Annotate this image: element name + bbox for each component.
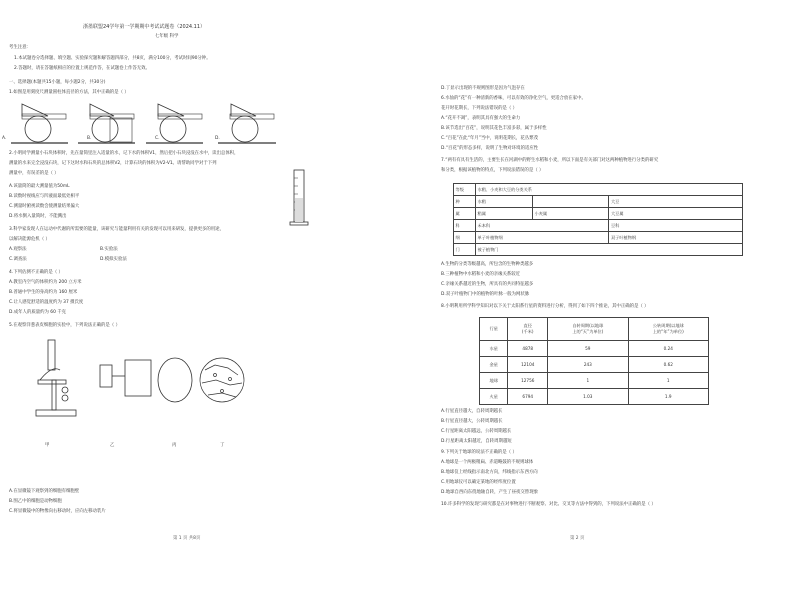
question-4: 4.下列估测不正确的是（ ） — [9, 270, 63, 275]
table-cell: 0.24 — [628, 341, 708, 357]
question-9: 9.下列关于地球的说法不正确的是（ ） — [441, 450, 517, 455]
exam-title: 浙墨联盟24学年第一学期期中考试试题卷（2024.11） — [83, 24, 206, 30]
question-6-line-2: 花开时花期长，下列说法错误的是（ ） — [441, 106, 518, 111]
table-cell: 地球 — [480, 373, 508, 389]
q6-option-c: C.“百花”在此“年月”当中，说明花期长，花丛繁茂 — [441, 136, 538, 141]
q5-option-a: A.在显微镜下观察到的细胞有细胞壁 — [9, 489, 80, 494]
question-6-line-1: 6.水仙的“花”有一种清新的香味，可以有效的净化空气，更适合放在家中。 — [441, 96, 586, 101]
question-2-line-3: 测量中，有误差的是（ ） — [9, 171, 59, 176]
measuring-cylinder-icon — [288, 168, 310, 228]
table-row — [454, 232, 743, 244]
table-cell: 6794 — [508, 389, 548, 405]
microscope-icon — [36, 340, 76, 416]
q3-option-d: D.模拟实验法 — [100, 257, 127, 262]
table-cell: 门 — [454, 244, 476, 256]
table-cell: 双子叶植物纲 — [609, 232, 743, 244]
table-cell: 12104 — [508, 357, 548, 373]
microscope-figures — [30, 335, 250, 440]
q2-option-a: A.该量筒的最大测量值为50mL — [9, 184, 70, 189]
table-cell: 豆科 — [609, 220, 743, 232]
table-row — [480, 389, 709, 405]
q2-option-b: B.读数时视线应与凹液面最低处相平 — [9, 194, 80, 199]
table-cell: 种 — [454, 196, 476, 208]
table-header: 公转周期(以地球 上的“年”为单位) — [628, 318, 708, 341]
slide-icon — [100, 360, 151, 396]
q7-option-a: A.生物的分类等级越高，所包含的生物种类越多 — [441, 262, 534, 267]
question-5: 5.在观察洋葱表皮细胞的实验中，下列说法正确的是（ ） — [9, 323, 120, 328]
question-3-line-2: 以解决能源危机（ ） — [9, 237, 50, 242]
planet-data-table — [479, 317, 709, 405]
q4-option-d: D.成年人的质量约为 60 千克 — [9, 310, 67, 315]
q4-option-c: C.让人感觉舒适的温度约为 37 摄氏度 — [9, 300, 84, 305]
cell-bubble-icon — [158, 358, 192, 402]
table-cell: 1.9 — [628, 389, 708, 405]
question-7-line-2: 和分类，根据该植物的特点，下列说法错误的是（ ） — [441, 168, 544, 173]
table-row — [454, 196, 743, 208]
q6-option-d: D.“百花”的形态多样，说明了生物对环境的适应性 — [441, 146, 539, 151]
table-header: 直径 (千米) — [508, 318, 548, 341]
option-a-label: A. — [2, 136, 7, 141]
table-row — [454, 220, 743, 232]
q8-option-d: D.行星距离太阳越近，自转周期越短 — [441, 439, 512, 444]
figure-label-ding: 丁 — [220, 443, 225, 448]
table-cell: 被子植物门 — [476, 244, 743, 256]
table-row — [480, 373, 709, 389]
table-cell: 金星 — [480, 357, 508, 373]
q3-option-c: C.调查法 — [9, 257, 27, 262]
table-cell: 1.03 — [548, 389, 628, 405]
figure-label-yi: 乙 — [110, 443, 115, 448]
q4-option-b: B.普通中学生的身高约为 160 厘米 — [9, 290, 78, 295]
table-header-row — [480, 318, 709, 341]
table-cell: 水星 — [480, 341, 508, 357]
table-cell: 大豆 — [609, 196, 743, 208]
table-cell: 禾本科 — [476, 220, 609, 232]
table-row — [480, 357, 709, 373]
table-cell: 大豆属 — [609, 208, 743, 220]
notice-2: 2.答题时，请在答题纸相应的位置上规范作答，在试题卷上作答无效。 — [14, 66, 150, 71]
page-footer: 第 2 页 — [570, 536, 585, 541]
table-cell: 属 — [454, 208, 476, 220]
table-header: 行星 — [480, 318, 508, 341]
q4-option-a: A.教室内空气的体积约为 200 立方米 — [9, 280, 82, 285]
table-cell: 水稻 — [476, 196, 533, 208]
table-cell: 水稻、小麦和大豆的分类关系 — [476, 184, 743, 196]
table-cell: 火星 — [480, 389, 508, 405]
q5-option-c: C.将显微镜中的物像向右移动时，应向左移动装片 — [9, 509, 106, 514]
q9-option-b: B.地球仪上经线指示南北方向，纬线指示东西方向 — [441, 470, 538, 475]
table-row — [454, 184, 743, 196]
q2-option-c: C.测量时俯视读数会使测量结果偏大 — [9, 204, 80, 209]
question-2-line-2: 测量的水来完全浸没石块，记下这时水和石块的总体积V2，计算石块的体积为V2-V1。请帮助同学对于下列 — [9, 161, 217, 166]
q3-option-a: A.观察法 — [9, 247, 27, 252]
question-10: 10.许多科学的发现与研究都是在对事物进行不断观察、对比、交叉等方法中得到的，下列说法中正确的是（ ） — [441, 502, 656, 507]
table-header: 自转周期(以地球 上的“天”为单位) — [548, 318, 628, 341]
q9-option-d: D.地球自西向东绕地轴自转，产生了昼夜交替现象 — [441, 490, 538, 495]
q9-option-a: A.地球是一个两极稍扁、赤道略鼓的不规则球体 — [441, 460, 534, 465]
option-b-label: B. — [87, 136, 92, 141]
table-cell: 59 — [548, 341, 628, 357]
table-row — [454, 244, 743, 256]
q8-option-a: A.行星直径越大，自转周期越长 — [441, 409, 503, 414]
option-a-figure — [11, 104, 68, 143]
question-1: 1.如图是用刻度尺测量圆柱体直径的方法，其中正确的是（ ） — [9, 90, 129, 95]
q7-option-b: B.三种植物中水稻和小麦的亲缘关系较近 — [441, 272, 521, 277]
table-cell: 1 — [628, 373, 708, 389]
question-8: 8.小明利用所学科学知识对以下关于太阳系行星的资料进行分析，得到了如下四个推论，其中正确的是（ ） — [441, 304, 649, 309]
figure-label-bing: 丙 — [172, 443, 177, 448]
figure-label-jia: 甲 — [45, 443, 50, 448]
table-cell: 4878 — [508, 341, 548, 357]
table-cell: 12756 — [508, 373, 548, 389]
exam-page-2 — [397, 0, 794, 596]
classification-table — [453, 183, 743, 256]
q8-option-b: B.行星直径越大，公转周期越长 — [441, 419, 503, 424]
table-row — [454, 208, 743, 220]
table-cell: 等级 — [454, 184, 476, 196]
q5-option-d: D.丁显示出现的不规则图形是因为气泡存在 — [441, 86, 525, 91]
q8-option-c: C.行星距离太阳越远，公转周期越长 — [441, 429, 512, 434]
table-cell: 稻属 — [476, 208, 533, 220]
table-cell: 小麦属 — [533, 208, 609, 220]
table-cell — [533, 196, 609, 208]
table-cell: 0.62 — [628, 357, 708, 373]
q7-option-c: C.亲缘关系越近的生物，所具有的共同特征越多 — [441, 282, 534, 287]
q3-option-b: B.实验法 — [100, 247, 118, 252]
question-7-line-1: 7.“两有有具有生活的，主要生长在河湖中的野生水稻和小麦，所以下面是有关部门对这两种植物进行分类的研究 — [441, 158, 659, 163]
q6-option-a: A.“花开不凋”，表明其具有强大的生命力 — [441, 116, 521, 121]
notice-heading: 考生注意： — [9, 45, 31, 50]
table-cell: 243 — [548, 357, 628, 373]
onion-cells-icon — [200, 358, 244, 402]
question-3-line-1: 3.科学家发现人在运动中代谢的所需要的能量，该研究与能量利用有关的发现可以用来研发，提供更多的用途， — [9, 227, 224, 232]
q7-option-d: D.双子叶植物门中的植物的叶脉一般为网状脉 — [441, 292, 530, 297]
q2-option-d: D.将水倒入量筒时，不能溅出 — [9, 214, 67, 219]
section-heading: 一、选择题(本题共15小题，每小题2分，共30分) — [9, 80, 106, 85]
table-row — [480, 341, 709, 357]
q6-option-b: B.该节选出“百花”，说明其花色丰富多彩，属于多样性 — [441, 126, 547, 131]
table-cell: 1 — [548, 373, 628, 389]
exam-subtitle: 七年级 科学 — [155, 34, 179, 39]
q9-option-c: C.用地球仪可以确定某地的经纬度位置 — [441, 480, 516, 485]
table-cell: 科 — [454, 220, 476, 232]
notice-1: 1.本试题卷分选择题、填空题、实验探究题和解答题四部分，共8页，满分100分，考试时间90分钟。 — [14, 56, 211, 61]
page-footer: 第 1 页 共8页 — [173, 536, 201, 541]
table-cell: 纲 — [454, 232, 476, 244]
option-d-label: D. — [215, 136, 220, 141]
table-cell: 单子叶植物纲 — [476, 232, 609, 244]
option-d-figure — [218, 104, 276, 143]
q5-option-b: B.图乙中的细胞是动物细胞 — [9, 499, 62, 504]
option-c-label: C. — [155, 136, 160, 141]
question-2-line-1: 2.小明同学测量小石块体积时，先在量筒里注入适量的水，记下水的体积V1，然后把小石块浸没在水中，读出总体积， — [9, 151, 239, 156]
